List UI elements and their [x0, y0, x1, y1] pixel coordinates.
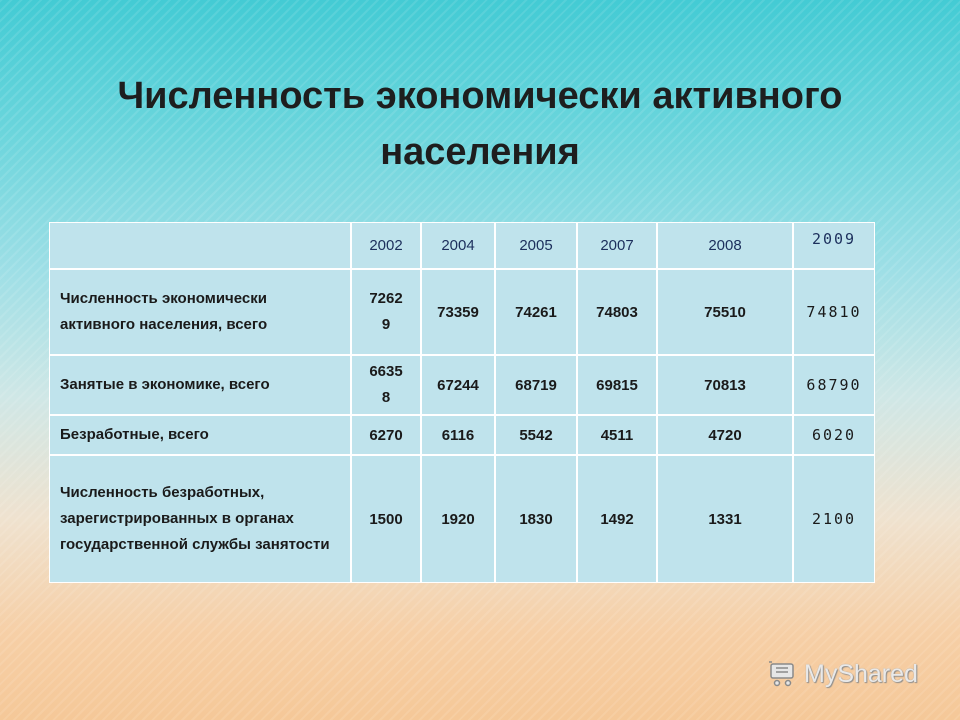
table-cell: 6116	[422, 416, 496, 456]
table-cell: 74261	[496, 270, 578, 356]
table-cell: 75510	[658, 270, 794, 356]
table-cell: 4511	[578, 416, 658, 456]
table-cell: 6270	[352, 416, 422, 456]
myshared-watermark	[768, 656, 918, 692]
cell-line: 6635	[369, 363, 403, 380]
table-header-cell	[50, 223, 352, 270]
table-cell: 67244	[422, 356, 496, 416]
table-cell: 4720	[658, 416, 794, 456]
table-cell: 69815	[578, 356, 658, 416]
table-cell: 68719	[496, 356, 578, 416]
table-cell: 1500	[352, 456, 422, 582]
row-label: Занятые в экономике, всего	[50, 356, 352, 416]
population-table	[49, 222, 875, 583]
table-row	[50, 356, 874, 416]
table-cell: 6020	[794, 416, 874, 456]
table-header-cell: 2002	[352, 223, 422, 270]
table-header-cell: 2008	[658, 223, 794, 270]
shopping-cart-icon	[768, 659, 798, 689]
slide-title	[0, 68, 960, 180]
table-cell: 74810	[794, 270, 874, 356]
row-label: Численность безработных, зарегистрированных в органах государственной службы занятости	[50, 456, 352, 582]
cell-line: 8	[381, 389, 391, 406]
table-cell: 70813	[658, 356, 794, 416]
table-cell	[352, 356, 422, 416]
table-row	[50, 456, 874, 582]
table-cell: 1830	[496, 456, 578, 582]
row-label: Безработные, всего	[50, 416, 352, 456]
table-header-cell: 2004	[422, 223, 496, 270]
row-label: Численность экономически активного населения, всего	[50, 270, 352, 356]
table-row	[50, 270, 874, 356]
table-cell: 68790	[794, 356, 874, 416]
table-header-cell: 2009	[794, 223, 874, 270]
table-cell: 5542	[496, 416, 578, 456]
table-cell: 2100	[811, 510, 857, 528]
table-cell: 74803	[578, 270, 658, 356]
table-header-row	[50, 223, 874, 270]
cell-line: 7262	[369, 290, 403, 307]
table-cell: 1492	[578, 456, 658, 582]
slide-title-line-1: Численность экономически активного	[117, 75, 843, 117]
table-header-cell: 2005	[496, 223, 578, 270]
table-row	[50, 416, 874, 456]
watermark-text: MyShared	[804, 659, 918, 688]
table-cell	[352, 270, 422, 356]
cell-line: 9	[381, 316, 391, 333]
table-cell: 73359	[422, 270, 496, 356]
slide-title-line-2: населения	[380, 131, 580, 173]
table-header-cell: 2007	[578, 223, 658, 270]
table-cell: 1331	[658, 456, 794, 582]
table-cell: 1920	[422, 456, 496, 582]
